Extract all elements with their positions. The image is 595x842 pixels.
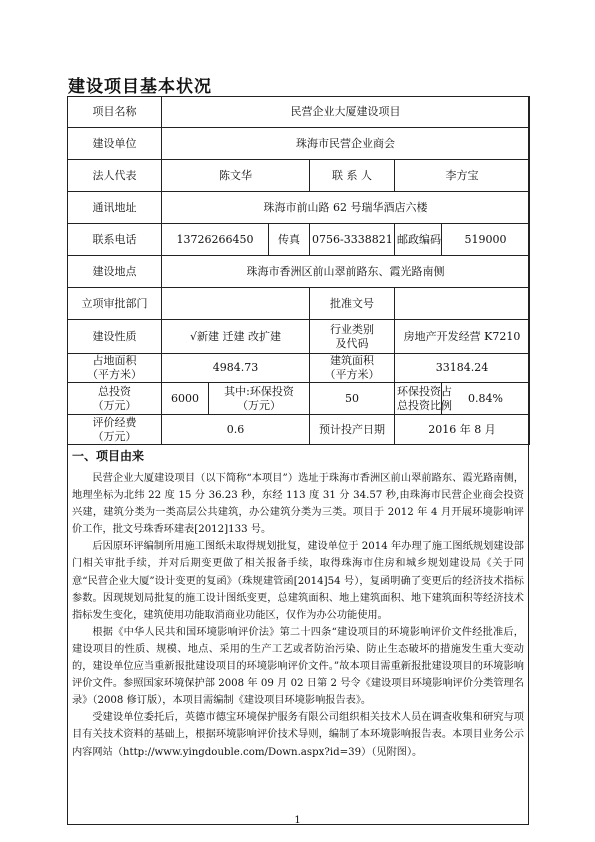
paragraph: 受建设单位委托后，英德市德宝环境保护服务有限公司组织相关技术人员在调查收集和研究与项目有关技术资料的基础上，根据环境影响评价技术导则，编制了本环境影响报告表。本项目业务公示内容网站（http://www.yingdouble.com/Down.aspx?id=39）（见附图）。 xyxy=(72,712,524,758)
cell-label xyxy=(68,354,162,383)
table-row xyxy=(68,354,530,383)
cell-value: 民营企业大厦建设项目 xyxy=(162,97,530,128)
label-line: （平方米） xyxy=(87,368,142,381)
cell-value xyxy=(162,288,310,320)
table-row xyxy=(68,288,530,320)
label-line: 及代码 xyxy=(335,336,369,350)
cell-value: 13726266450 xyxy=(162,224,269,256)
section-heading: 一、项目由来 xyxy=(72,449,145,463)
label-line: 总投资比例 xyxy=(397,398,452,412)
table-row xyxy=(68,415,530,445)
cell-value: 4984.73 xyxy=(162,354,310,383)
cell-label xyxy=(395,383,452,415)
label-line: 评价经费 xyxy=(92,415,137,429)
cell-value: 2016 年 8 月 xyxy=(395,415,530,445)
cell-value: 李方宝 xyxy=(395,160,530,192)
project-info-table xyxy=(67,96,530,445)
label-line: 环保投资占 xyxy=(397,384,452,398)
cell-label: 建设单位 xyxy=(68,128,162,160)
page-title: 建设项目基本状况 xyxy=(68,77,212,97)
section-body xyxy=(72,470,524,761)
cell-value: 6000 xyxy=(162,383,209,415)
label-line: 建筑面积 xyxy=(330,354,374,367)
label-line: （平方米） xyxy=(324,368,380,381)
cell-label xyxy=(68,383,162,415)
table-row xyxy=(68,224,530,256)
cell-label: 预计投产日期 xyxy=(310,415,395,445)
table-row xyxy=(68,320,530,354)
cell-value: 珠海市香洲区前山翠前路东、霞光路南侧 xyxy=(162,256,530,288)
cell-value: 33184.24 xyxy=(395,354,530,383)
page-number: 1 xyxy=(294,815,301,826)
table-row xyxy=(68,128,530,160)
cell-value: 0.6 xyxy=(162,415,310,445)
cell-label xyxy=(209,383,310,415)
cell-value: √新建 迁建 改扩建 xyxy=(162,320,310,354)
cell-value: 珠海市前山路 62 号瑞华酒店六楼 xyxy=(162,192,530,224)
paragraph: 根据《中华人民共和国环境影响评价法》第二十四条“建设项目的环境影响评价文件经批准后，建设项目的性质、规模、地点、采用的生产工艺或者防治污染、防止生态破坏的措施发生重大变动的，建设单位应当重新报批建设项目的环境影响评价文件。”故本项目需重新报批建设项目的环境影响评价文件。参照国家环境保护部 2008 年 09 月 02 日第 2 号令《建设项目环境影响评价分类管理名录》（2008 修订版），本项目需编制《建设项目环境影响报告表》。 xyxy=(72,626,524,707)
cell-label: 联系电话 xyxy=(68,224,162,256)
cell-value: 0756-3338821 xyxy=(310,224,395,256)
table-row xyxy=(68,256,530,288)
table-row xyxy=(68,160,530,192)
cell-label xyxy=(68,415,162,445)
label-line: 总投资 xyxy=(98,384,131,398)
cell-label xyxy=(310,354,395,383)
cell-label: 建设性质 xyxy=(68,320,162,354)
paragraph: 民营企业大厦建设项目（以下简称“本项目”）选址于珠海市香洲区前山翠前路东、霞光路南侧，地理坐标为北纬 22 度 15 分 36.23 秒，东经 113 度 31 分 34.57 秒,由珠海市民营企业商会投资兴建，建筑分类为一类高层公共建筑，办公建筑分类为三类。项目于 2012 年 4 月开展环境影响评价工作，批文号珠香环建表[2012]133 号。 xyxy=(72,473,524,536)
table-row xyxy=(68,97,530,128)
paragraph: 后因原环评编制所用施工图纸未取得规划批复，建设单位于 2014 年办理了施工图纸规划建设部门相关审批手续，并对后期变更做了相关报备手续，取得珠海市住房和城乡规划建设局《关于同意“民营企业大厦”设计变更的复函》（珠规建管函[2014]54 号），复函明确了变更后的经济技术指标参数。因现规划局批复的施工设计图纸变更，总建筑面积、地上建筑面积、地下建筑面积等经济技术指标发生变化，建筑使用功能取消商业功能区，仅作为办公功能使用。 xyxy=(72,541,524,621)
cell-value: 陈文华 xyxy=(162,160,310,192)
cell-label: 批准文号 xyxy=(310,288,395,320)
label-line: （万元） xyxy=(237,398,281,412)
cell-value: 50 xyxy=(310,383,395,415)
table-row xyxy=(68,383,530,415)
cell-value: 0.84% xyxy=(442,383,530,415)
cell-value xyxy=(395,288,530,320)
cell-label: 立项审批部门 xyxy=(68,288,162,320)
cell-label: 建设地点 xyxy=(68,256,162,288)
label-line: （万元） xyxy=(92,398,137,412)
label-line: 占地面积 xyxy=(92,354,137,367)
cell-value: 珠海市民营企业商会 xyxy=(162,128,530,160)
cell-label: 传真 xyxy=(269,224,310,256)
cell-label: 邮政编码 xyxy=(395,224,442,256)
cell-label xyxy=(310,320,395,354)
label-line: 行业类别 xyxy=(330,322,374,336)
cell-label: 通讯地址 xyxy=(68,192,162,224)
label-line: （万元） xyxy=(92,429,137,443)
cell-label: 联 系 人 xyxy=(310,160,395,192)
cell-label: 法人代表 xyxy=(68,160,162,192)
table-row xyxy=(68,192,530,224)
cell-value: 519000 xyxy=(442,224,530,256)
label-line: 其中:环保投资 xyxy=(224,384,294,398)
cell-label: 项目名称 xyxy=(68,97,162,128)
cell-value: 房地产开发经营 K7210 xyxy=(395,320,530,354)
